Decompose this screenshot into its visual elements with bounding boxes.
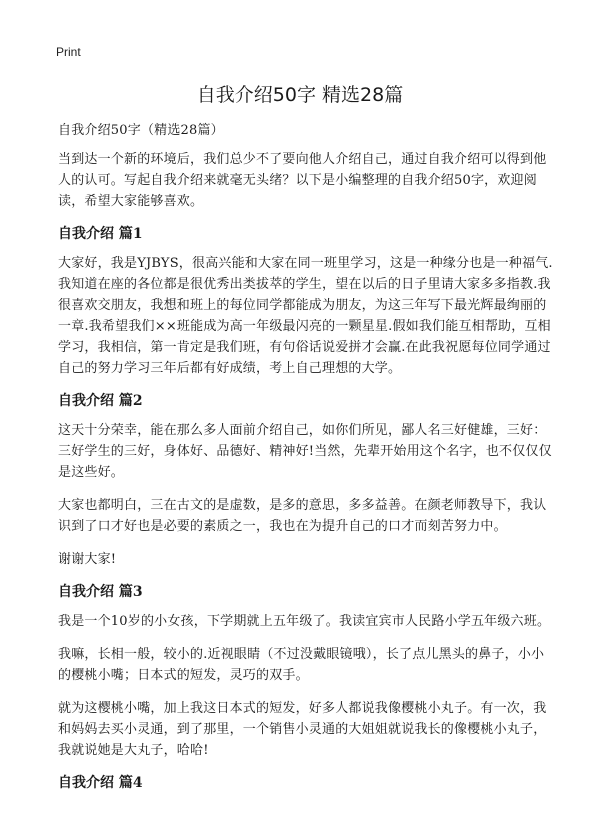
document-subtitle: 自我介绍50字（精选28篇）: [58, 123, 224, 138]
page-title: 自我介绍50字 精选28篇: [196, 84, 404, 106]
section-paragraph: 我嘛，长相一般，较小的.近视眼睛（不过没戴眼镜哦），长了点儿黑头的鼻子，小小的樱桃小嘴；日本式的短发，灵巧的双手。: [58, 647, 545, 683]
section-paragraph: 我是一个10岁的小女孩，下学期就上五年级了。我读宜宾市人民路小学五年级六班。: [58, 614, 551, 629]
section-paragraph: 大家也都明白，三在古文的是虚数，是多的意思，多多益善。在颜老师教导下，我认识到了口才好也是必要的素质之一，我也在为提升自己的口才而刻苦努力中。: [58, 498, 547, 534]
print-link[interactable]: Print: [56, 45, 81, 59]
section-heading: 自我介绍 篇2: [58, 393, 143, 409]
section-paragraph: 谢谢大家!: [58, 552, 117, 567]
section-paragraph: 就为这樱桃小嘴，加上我这日本式的短发，好多人都说我像樱桃小丸子。有一次，我和妈妈去买小灵通，到了那里，一个销售小灵通的大姐姐就说我长的像樱桃小丸子，我就说她是大丸子，哈哈!: [58, 701, 547, 758]
intro-paragraph: 当到达一个新的环境后，我们总少不了要向他人介绍自己，通过自我介绍可以得到他人的认可。写起自我介绍来就毫无头绪？以下是小编整理的自我介绍50字，欢迎阅读，希望大家能够喜欢。: [58, 152, 547, 209]
section-paragraph: 这天十分荣幸，能在那么多人面前介绍自己，如你们所见，鄙人名三好健雄，三好：三好学生的三好，身体好、品德好、精神好!当然，先辈开始用这个名字，也不仅仅仅是这些好。: [58, 423, 552, 480]
document-body: [58, 149, 556, 802]
section-paragraph: 大家好，我是YJBYS，很高兴能和大家在同一班里学习，这是一种缘分也是一种福气.我知道在座的各位都是很优秀出类拔萃的学生，望在以后的日子里请大家多多指教.我很喜欢交朋友，我想和班上的每位同学都能成为朋友，为这三年写下最光辉最绚丽的一章.我希望我们××班能成为高一年级最闪亮的一颗星星.假如我们能互相帮助，互相学习，我相信，第一肯定是我们班，有句俗话说爱拼才会赢.在此我祝愿每位同学通过自己的努力学习三年后都有好成绩，考上自己理想的大学。: [58, 256, 553, 376]
section-heading: 自我介绍 篇4: [58, 775, 143, 791]
section-heading: 自我介绍 篇3: [58, 584, 143, 600]
section-heading: 自我介绍 篇1: [58, 226, 143, 242]
